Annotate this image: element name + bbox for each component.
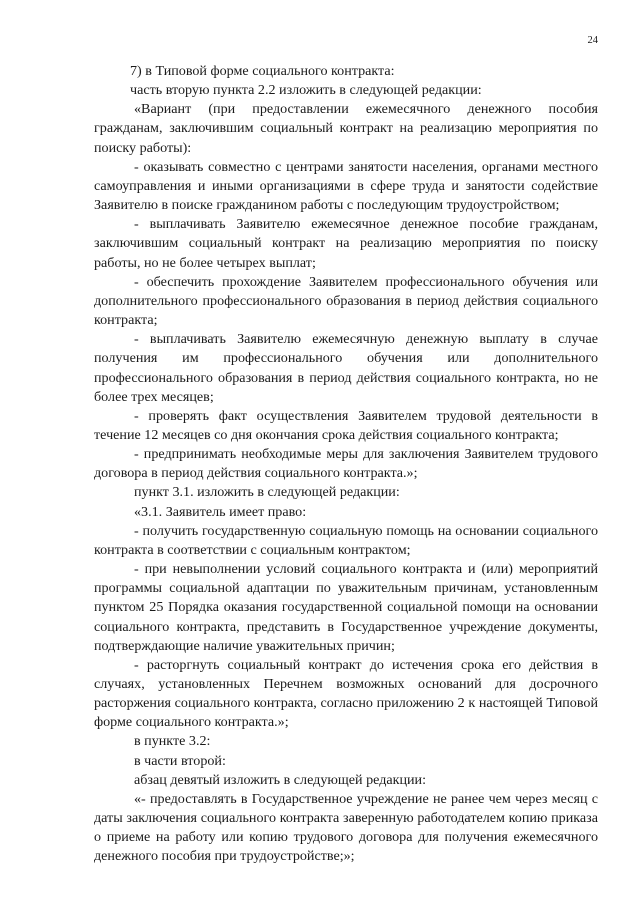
paragraph: пункт 3.1. изложить в следующей редакции: xyxy=(134,484,400,501)
paragraph: 7) в Типовой форме социального контракта: xyxy=(130,63,395,79)
page-number: 24 xyxy=(587,35,598,46)
paragraph: абзац девятый изложить в следующей редакции: xyxy=(134,771,427,788)
paragraph: в пункте 3.2: xyxy=(134,733,211,750)
paragraph: «Вариант (при предоставлении ежемесячного денежного пособия гражданам, заключившим социальный контракт на реализацию мероприятия по поиску работы): xyxy=(94,101,598,156)
paragraph: - выплачивать Заявителю ежемесячную денежную выплату в случае получения им профессионального обучения или дополнительного профессионального образования в период действия социального контракта, но не более трех месяцев; xyxy=(94,331,598,405)
document-body xyxy=(94,62,598,867)
paragraph: - при невыполнении условий социального контракта и (или) мероприятий программы социальной адаптации по уважительным причинам, установленным пунктом 25 Порядка оказания государственной социальной помощи на основании социального контракта, представить в Государственное учреждение документы, подтверждающие наличие уважительных причин; xyxy=(94,561,598,654)
paragraph: «3.1. Заявитель имеет право: xyxy=(134,503,307,520)
paragraph: - обеспечить прохождение Заявителем профессионального обучения или дополнительного профессионального образования в период действия социального контракта; xyxy=(94,273,598,329)
paragraph: - расторгнуть социальный контракт до истечения срока его действия в случаях, установленных Перечнем возможных оснований для досрочного расторжения социального контракта, согласно приложению 2 к настоящей Типовой форме социального контракта.»; xyxy=(94,656,598,731)
paragraph: - получить государственную социальную помощь на основании социального контракта в соответствии с социальным контрактом; xyxy=(94,522,598,558)
paragraph: - проверять факт осуществления Заявителем трудовой деятельности в течение 12 месяцев со дня окончания срока действия социального контракта; xyxy=(94,407,598,443)
paragraph: «- предоставлять в Государственное учреждение не ранее чем через месяц с даты заключения социального контракта заверенную работодателем копию приказа о приеме на работу или копию трудового договора для получения ежемесячного денежного пособия при трудоустройстве;»; xyxy=(94,790,598,865)
paragraph: в части второй: xyxy=(134,752,226,769)
paragraph: - оказывать совместно с центрами занятости населения, органами местного самоуправления и иными организациями в сфере труда и занятости содействие Заявителю в поиске гражданином работы с последующим трудоустройством; xyxy=(94,158,598,214)
paragraph: часть вторую пункта 2.2 изложить в следующей редакции: xyxy=(130,82,482,99)
paragraph: - выплачивать Заявителю ежемесячное денежное пособие гражданам, заключившим социальный контракт на реализацию мероприятия по поиску работы, но не более четырех выплат; xyxy=(94,216,598,271)
paragraph: - предпринимать необходимые меры для заключения Заявителем трудового договора в период действия социального контракта.»; xyxy=(94,446,598,482)
